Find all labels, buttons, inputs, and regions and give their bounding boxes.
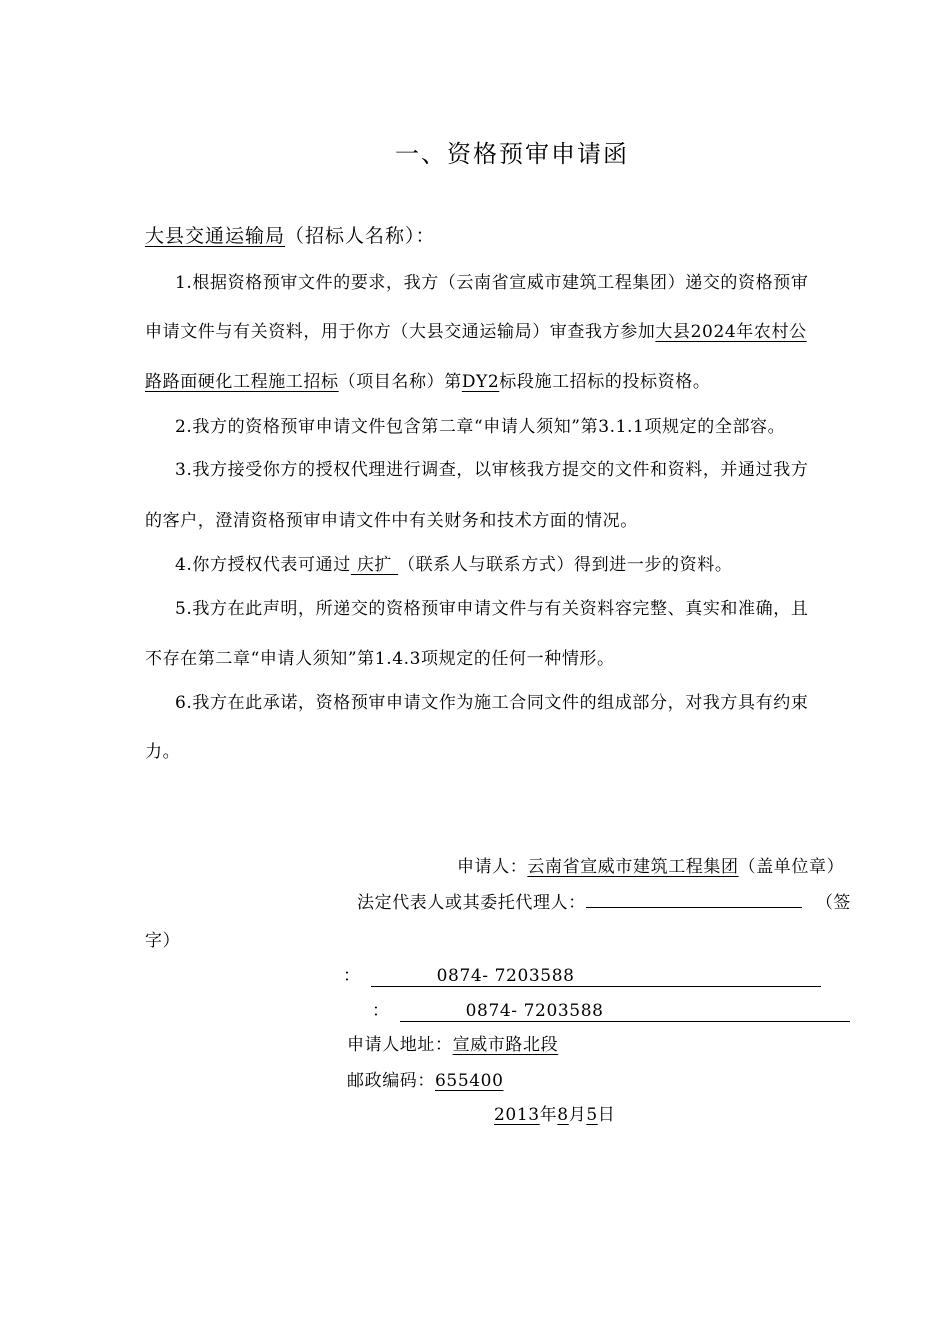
recipient-line (145, 221, 436, 248)
section-code: DY2 (461, 372, 500, 392)
representative-sign-a: （签 (815, 893, 852, 913)
paragraph-4-text-a: 4.你方授权代表可通过 (175, 555, 351, 575)
postcode-label: 邮政编码： (347, 1071, 435, 1091)
paragraph-1-line-3 (145, 359, 880, 406)
paragraph-2: 2.我方的资格预审申请文件包含第二章“申请人须知”第3.1.1项规定的全部容。 (175, 417, 786, 437)
address-label: 申请人地址： (347, 1035, 453, 1055)
phone-label: ： (343, 966, 361, 986)
date-month: 8 (557, 1105, 569, 1125)
project-name-label: （项目名称）第 (338, 372, 462, 392)
date-day-unit: 日 (597, 1105, 616, 1125)
applicant-name: 云南省宣威市建筑工程集团 (527, 857, 739, 877)
paragraph-1-line-1: 1.根据资格预审文件的要求，我方（云南省宣威市建筑工程集团）递交的资格预审 (175, 273, 809, 293)
date-day: 5 (586, 1105, 598, 1125)
paragraph-4-text-c: （联系人与联系方式）得到进一步的资料。 (398, 555, 733, 575)
phone-line (343, 961, 821, 987)
recipient-name: 大县交通运输局 (145, 225, 286, 247)
paragraph-1-line-2-text: 申请文件与有关资料，用于你方（大县交通运输局）审查我方参加 (145, 322, 656, 342)
applicant-line (457, 852, 844, 877)
paragraph-6-line-1: 6.我方在此承诺，资格预审申请文作为施工合同文件的组成部分，对我方具有约束 (175, 693, 809, 713)
project-name-part-2: 路路面硬化工程施工招标 (145, 372, 339, 392)
date-line (494, 1100, 615, 1125)
date-year-unit: 年 (539, 1105, 558, 1125)
page-title: 一、资格预审申请函 (395, 140, 629, 168)
fax-value: 0874- 7203588 (400, 1001, 850, 1022)
paragraph-4 (145, 542, 910, 589)
phone-value: 0874- 7203588 (371, 966, 821, 987)
representative-sign-b: 字） (145, 931, 181, 951)
address-value: 宣威市路北段 (452, 1035, 559, 1055)
paragraph-1-line-2 (145, 309, 880, 356)
paragraph-5-line-2: 不存在第二章“申请人须知”第1.4.3项规定的任何一种情形。 (145, 649, 615, 669)
fax-label: ： (372, 1001, 390, 1021)
project-name-part-1: 大县2024年农村公 (655, 322, 807, 342)
paragraph-3-line-1: 3.我方接受你方的授权代理进行调查，以审核我方提交的文件和资料，并通过我方 (175, 460, 809, 480)
postcode-value: 655400 (435, 1071, 504, 1091)
paragraph-5-line-1: 5.我方在此声明，所递交的资格预审申请文件与有关资料容完整、真实和准确，且 (175, 599, 809, 619)
address-line (347, 1030, 558, 1055)
paragraph-6-line-2: 力。 (145, 742, 181, 762)
representative-signature-blank[interactable] (586, 893, 802, 908)
fax-line (372, 996, 850, 1022)
applicant-seal: （盖单位章） (738, 857, 845, 877)
contact-person: 庆扩 (350, 555, 399, 575)
postcode-line (347, 1066, 504, 1091)
date-year: 2013 (494, 1105, 540, 1125)
paragraph-3-line-2: 的客户，澄清资格预审申请文件中有关财务和技术方面的情况。 (145, 511, 638, 531)
paragraph-1-line-3-end: 标段施工招标的投标资格。 (499, 372, 711, 392)
representative-line (357, 888, 851, 913)
date-month-unit: 月 (568, 1105, 587, 1125)
recipient-suffix: （招标人名称）： (285, 225, 436, 247)
applicant-label: 申请人： (457, 857, 528, 877)
representative-label: 法定代表人或其委托代理人： (357, 893, 586, 913)
